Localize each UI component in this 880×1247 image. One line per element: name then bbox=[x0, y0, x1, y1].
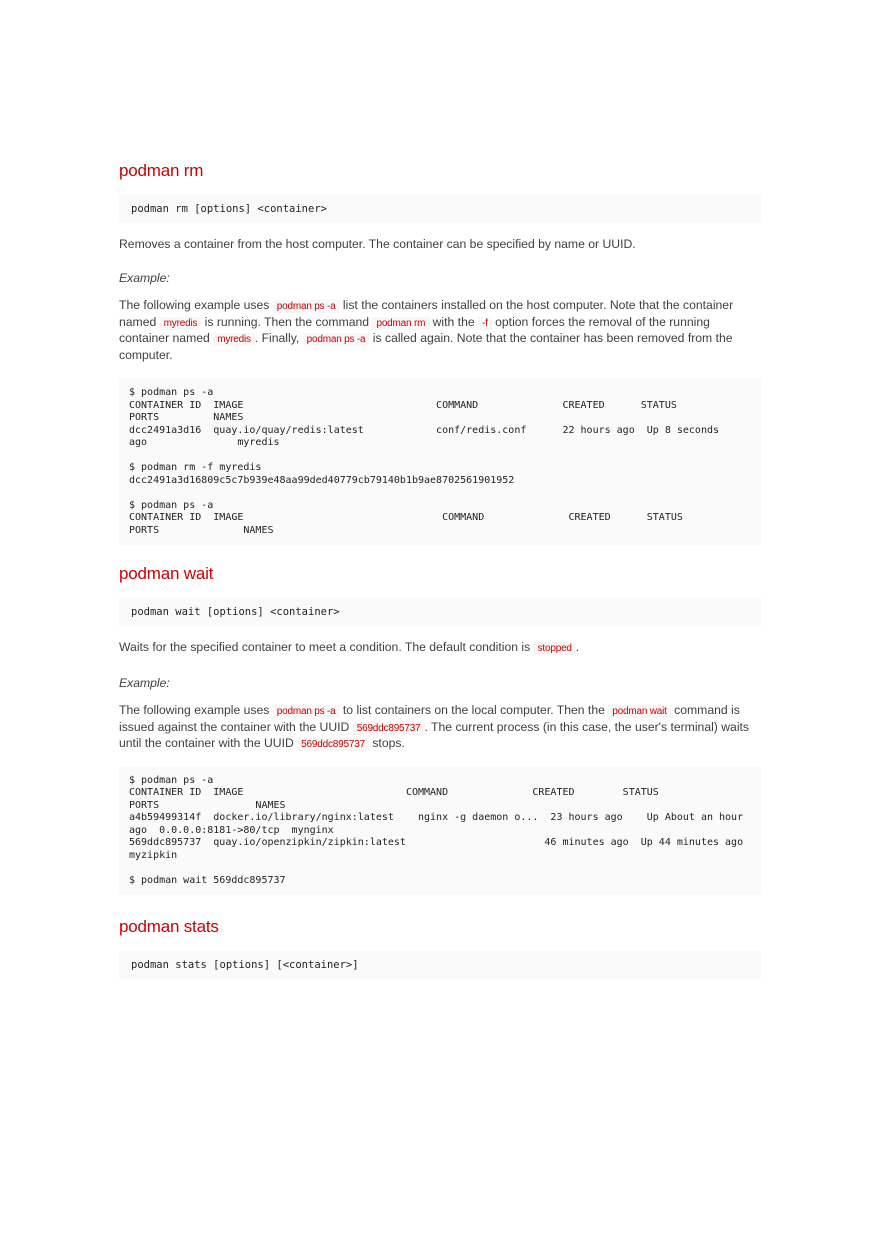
inline-code: podman ps -a bbox=[273, 705, 340, 718]
example-label: Example: bbox=[119, 675, 170, 690]
description: Waits for the specified container to meet a condition. The default condition is stopped . bbox=[119, 640, 580, 654]
inline-code: 569ddc895737 bbox=[297, 738, 369, 751]
section-title: podman stats bbox=[119, 917, 219, 936]
example-label: Example: bbox=[119, 270, 170, 285]
code-block: $ podman ps -a CONTAINER ID IMAGE COMMAND CREATED STATUS PORTS NAMES dcc2491a3d16 quay.io/quay/redis:latest conf/redis.conf 22 hours ago Up 8 seconds ago myredis $ podman rm -f myredis dcc2491a3d16809c5c7b939e48aa99ded40779cb79140b1b9ae8702561901952 $ podman ps -a CONTAINER ID IMAGE COMMAND CREATED STATUS PORTS NAMES bbox=[119, 379, 761, 545]
inline-code: myredis bbox=[213, 333, 255, 346]
example-paragraph: The following example uses podman ps -a to list containers on the local computer. Then the podman wait command is issued against the container with the UUID 569ddc895737 . The current process (in this case, the user's terminal) waits until the container with the UUID 569ddc895737 stops. bbox=[119, 703, 750, 750]
inline-code: -f bbox=[478, 317, 492, 330]
inline-code: podman ps -a bbox=[273, 300, 340, 313]
section-podman-rm bbox=[119, 161, 761, 545]
section-title: podman rm bbox=[119, 161, 204, 180]
inline-code: podman wait bbox=[608, 705, 671, 718]
description: Removes a container from the host computer. The container can be specified by name or UUID. bbox=[119, 237, 636, 251]
command-synopsis: podman rm [options] <container> bbox=[119, 195, 761, 223]
example-paragraph: The following example uses podman ps -a list the containers installed on the host computer. Note that the container named myredis is running. Then the command podman rm with the -f option forces the removal of the running container named myredis . Finally, podman ps -a is called again. Note that the container has been removed from the computer. bbox=[119, 298, 734, 362]
section-title: podman wait bbox=[119, 564, 214, 583]
section-podman-stats bbox=[119, 917, 761, 979]
inline-code: 569ddc895737 bbox=[353, 722, 425, 735]
inline-code: podman ps -a bbox=[303, 333, 370, 346]
inline-code: podman rm bbox=[372, 317, 429, 330]
inline-code: stopped bbox=[534, 642, 576, 655]
command-synopsis: podman stats [options] [<container>] bbox=[119, 951, 761, 979]
inline-code: myredis bbox=[160, 317, 202, 330]
code-block: $ podman ps -a CONTAINER ID IMAGE COMMAND CREATED STATUS PORTS NAMES a4b59499314f docker.io/library/nginx:latest nginx -g daemon o... 23 hours ago Up About an hour ago 0.0.0.0:8181->80/tcp mynginx 569ddc895737 quay.io/openzipkin/zipkin:latest 46 minutes ago Up 44 minutes ago myzipkin $ podman wait 569ddc895737 bbox=[119, 767, 761, 896]
command-synopsis: podman wait [options] <container> bbox=[119, 598, 761, 626]
section-podman-wait bbox=[119, 564, 761, 895]
